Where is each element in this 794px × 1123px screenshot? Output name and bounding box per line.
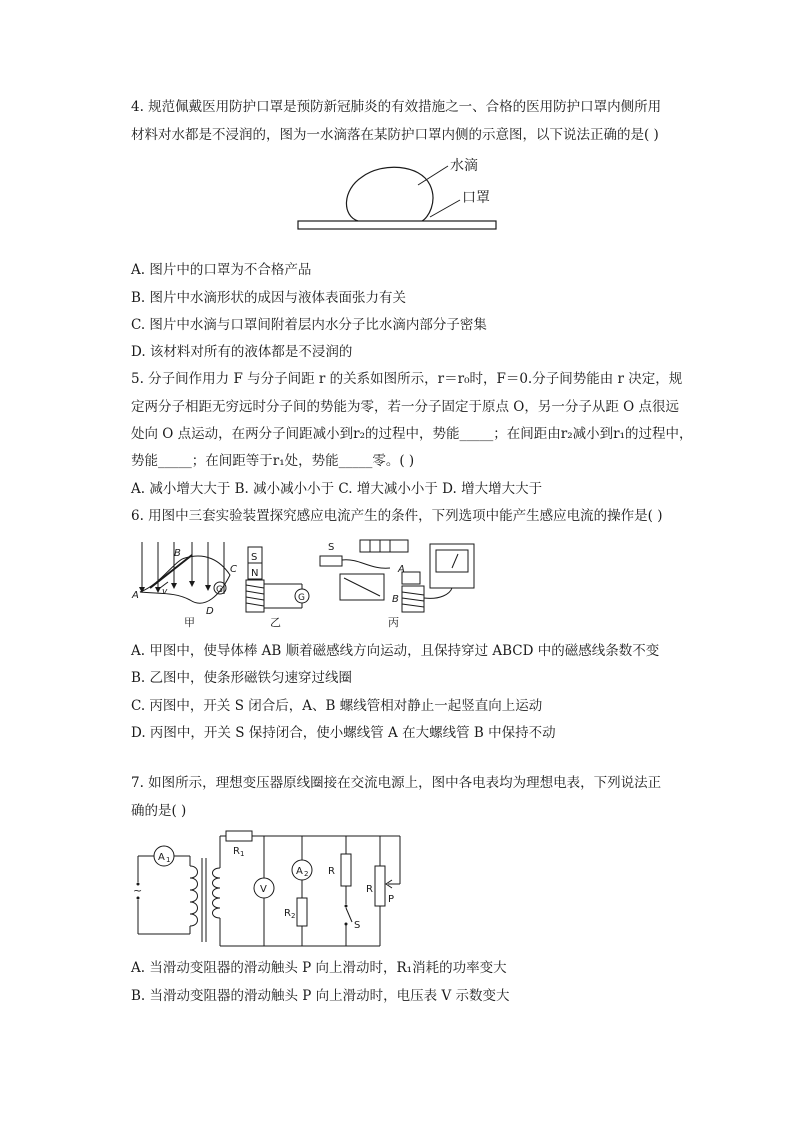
water-drop <box>346 167 433 221</box>
q7-stem-line1: 7. 如图所示，理想变压器原线圈接在交流电源上，图中各电表均为理想电表，下列说法正 <box>131 775 662 791</box>
svg-text:R: R <box>233 846 240 857</box>
figure-bing <box>320 540 474 629</box>
q4-stem-line2: 材料对水都是不浸润的，图为一水滴落在某防护口罩内侧的示意图，以下说法正确的是( ) <box>131 127 659 143</box>
svg-text:C: C <box>230 564 237 575</box>
svg-text:~: ~ <box>133 884 143 897</box>
q4-figure-water-drop <box>290 150 510 235</box>
mask-plate <box>298 221 496 229</box>
label-jia: 甲 <box>184 616 195 629</box>
svg-text:2: 2 <box>291 912 296 920</box>
svg-text:B: B <box>174 548 181 559</box>
q6-stem-line1: 6. 用图中三套实验装置探究感应电流产生的条件，下列选项中能产生感应电流的操作是( ) <box>131 508 663 524</box>
svg-text:A: A <box>158 852 165 863</box>
label-yi: 乙 <box>270 616 281 629</box>
resistor-r <box>341 854 351 886</box>
q6-option-b: B. 乙图中，使条形磁铁匀速穿过线圈 <box>131 670 353 686</box>
svg-text:v: v <box>162 587 168 597</box>
resistor-r2 <box>297 898 307 926</box>
q6-option-d: D. 丙图中，开关 S 保持闭合，使小螺线管 A 在大螺线管 B 中保持不动 <box>131 725 556 741</box>
label-mask: 口罩 <box>462 190 490 206</box>
svg-text:A: A <box>132 590 139 601</box>
q7-figure-transformer-circuit <box>130 828 410 950</box>
svg-text:G: G <box>298 593 305 603</box>
q4-option-c: C. 图片中水滴与口罩间附着层内水分子比水滴内部分子密集 <box>131 317 487 333</box>
svg-text:R: R <box>284 908 291 919</box>
figure-jia <box>131 542 237 629</box>
svg-text:V: V <box>260 884 267 895</box>
q4-option-b: B. 图片中水滴形状的成因与液体表面张力有关 <box>131 290 407 306</box>
svg-text:S: S <box>328 542 335 553</box>
resistor-r1 <box>226 831 252 841</box>
q6-option-c: C. 丙图中，开关 S 闭合后，A、B 螺线管相对静止一起竖直向上运动 <box>131 698 543 714</box>
svg-text:A: A <box>398 564 405 575</box>
svg-text:1: 1 <box>240 850 245 858</box>
svg-text:B: B <box>392 594 399 605</box>
label-water-drop: 水滴 <box>450 158 478 174</box>
label-bing: 丙 <box>388 616 399 629</box>
svg-text:A: A <box>296 866 303 877</box>
switch-s <box>346 908 352 922</box>
q6-option-a: A. 甲图中，使导体棒 AB 顺着磁感线方向运动，且保持穿过 ABCD 中的磁感线条数不变 <box>131 643 660 659</box>
q7-stem-line2: 确的是( ) <box>131 803 187 819</box>
svg-text:1: 1 <box>166 856 171 864</box>
svg-text:P: P <box>388 894 395 905</box>
q5-stem-line2: 定两分子相距无穷远时分子间的势能为零，若一分子固定于原点 O，另一分子从距 O 点很远 <box>131 399 680 415</box>
q6-figure-experiments <box>130 530 480 630</box>
svg-text:R: R <box>328 866 335 877</box>
q5-stem-line4: 势能_____；在间距等于r₁处，势能_____零。( ) <box>131 453 415 469</box>
q7-option-b: B. 当滑动变阻器的滑动触头 P 向上滑动时，电压表 V 示数变大 <box>131 988 510 1004</box>
rheostat-r <box>375 866 385 906</box>
q7-option-a: A. 当滑动变阻器的滑动触头 P 向上滑动时，R₁消耗的功率变大 <box>131 960 507 976</box>
svg-text:2: 2 <box>304 870 309 878</box>
svg-text:D: D <box>206 606 214 617</box>
q5-stem-line1: 5. 分子间作用力 F 与分子间距 r 的关系如图所示，r＝r₀时，F＝0.分子间势能由 r 决定，规 <box>131 371 683 387</box>
q5-options: A. 减小增大大于 B. 减小减小小于 C. 增大减小小于 D. 增大增大大于 <box>131 481 543 497</box>
q4-stem-line1: 4. 规范佩戴医用防护口罩是预防新冠肺炎的有效措施之一、合格的医用防护口罩内侧所用 <box>131 99 662 115</box>
q5-stem-line3: 处向 O 点运动，在两分子间距减小到r₂的过程中，势能_____；在间距由r₂减小到r₁的过程中， <box>131 426 693 442</box>
svg-text:R: R <box>366 884 373 895</box>
svg-text:S: S <box>354 920 361 931</box>
figure-yi <box>246 547 309 629</box>
q4-option-d: D. 该材料对所有的液体都是不浸润的 <box>131 344 353 360</box>
q4-option-a: A. 图片中的口罩为不合格产品 <box>131 262 312 278</box>
svg-text:N: N <box>251 568 259 579</box>
svg-text:G: G <box>216 585 223 595</box>
svg-text:S: S <box>251 552 258 563</box>
